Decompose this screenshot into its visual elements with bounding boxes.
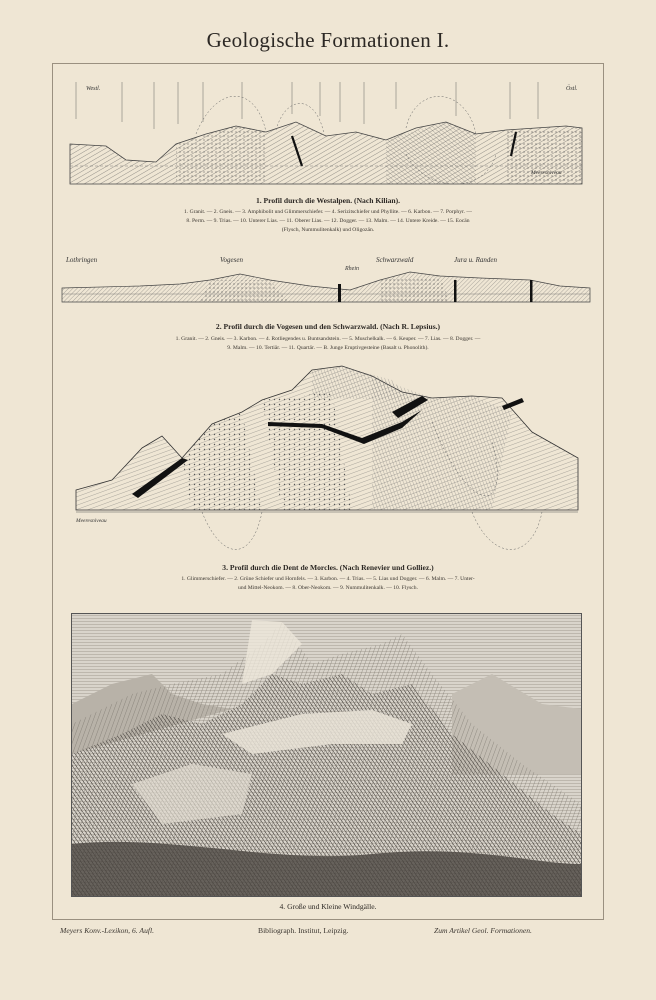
profile-2-label-rhein: Rhein bbox=[345, 266, 359, 272]
page-title: Geologische Formationen I. bbox=[206, 28, 450, 52]
footer-publisher: Bibliograph. Institut, Leipzig. bbox=[258, 926, 349, 935]
profile-1-figure bbox=[66, 74, 586, 192]
profile-2-figure bbox=[60, 250, 592, 314]
profile-3-legend-line: und Mittel-Neokom. — 8. Ober-Neokom. — 9. Nummulitenkalk. — 10. Flysch. bbox=[238, 585, 418, 591]
profile-2-label-schwarzwald: Schwarzwald bbox=[376, 256, 414, 264]
footer-article-ref: Zum Artikel Geol. Formationen. bbox=[434, 926, 532, 935]
profile-2-legend bbox=[60, 335, 596, 353]
profile-3-legend bbox=[60, 575, 596, 593]
profile-2-label-lothringen: Lothringen bbox=[66, 256, 98, 264]
photo-caption: 4. Große und Kleine Windgälle. bbox=[279, 902, 377, 911]
windgaelle-engraving bbox=[71, 613, 582, 897]
profile-3-legend-line: 1. Glimmerschiefer. — 2. Grüne Schiefer und Hornfels. — 3. Karbon. — 4. Trias. — 5. Lias und Dogger. — 6. Malm. — 7. Unter- bbox=[181, 576, 475, 582]
profile-1-legend-line: 8. Perm. — 9. Trias. — 10. Unterer Lias. — 11. Oberer Lias. — 12. Dogger. — 13. Malm. — 14. Untere Kreide. — 15. Eocän bbox=[186, 218, 470, 224]
profile-2-caption: 2. Profil durch die Vogesen und den Schwarzwald. (Nach R. Lepsius.) bbox=[215, 322, 441, 331]
profile-2-label-jura: Jura u. Randen bbox=[454, 256, 497, 264]
profile-2-legend-line: 1. Granit. — 2. Gneis. — 3. Karbon. — 4. Rotliegendes u. Buntsandstein. — 5. Muschelkalk. — 6. Keuper. — 7. Lias. — 8. Dogger. — bbox=[175, 336, 481, 342]
profile-1-legend bbox=[60, 208, 596, 235]
profile-1-legend-line: (Flysch, Nummulitenkalk) und Oligozän. bbox=[281, 227, 375, 233]
footer-publication: Meyers Konv.-Lexikon, 6. Aufl. bbox=[60, 926, 154, 935]
profile-3-caption: 3. Profil durch die Dent de Morcles. (Nach Renevier und Golliez.) bbox=[222, 563, 434, 572]
profile-1-caption: 1. Profil durch die Westalpen. (Nach Kilian). bbox=[255, 196, 401, 205]
profile-1-west-label: Westl. bbox=[86, 86, 101, 92]
profile-3-figure bbox=[72, 362, 582, 558]
profile-1-east-label: Östl. bbox=[566, 86, 578, 92]
profile-3-sea-label: Meeresniveau bbox=[76, 518, 107, 524]
profile-1-sea-label: Meeresniveau bbox=[531, 170, 562, 176]
profile-2-label-vogesen: Vogesen bbox=[220, 256, 243, 264]
profile-1-legend-line: 1. Granit. — 2. Gneis. — 3. Amphibolit und Glimmerschiefer. — 4. Serizitschiefer und Phyllite. — 6. Karbon. — 7. Porphyr. — bbox=[184, 209, 472, 215]
profile-2-legend-line: 9. Malm. — 10. Tertiär. — 11. Quartär. — B. Junge Eruptivgesteine (Basalt u. Phonolith). bbox=[227, 345, 429, 351]
